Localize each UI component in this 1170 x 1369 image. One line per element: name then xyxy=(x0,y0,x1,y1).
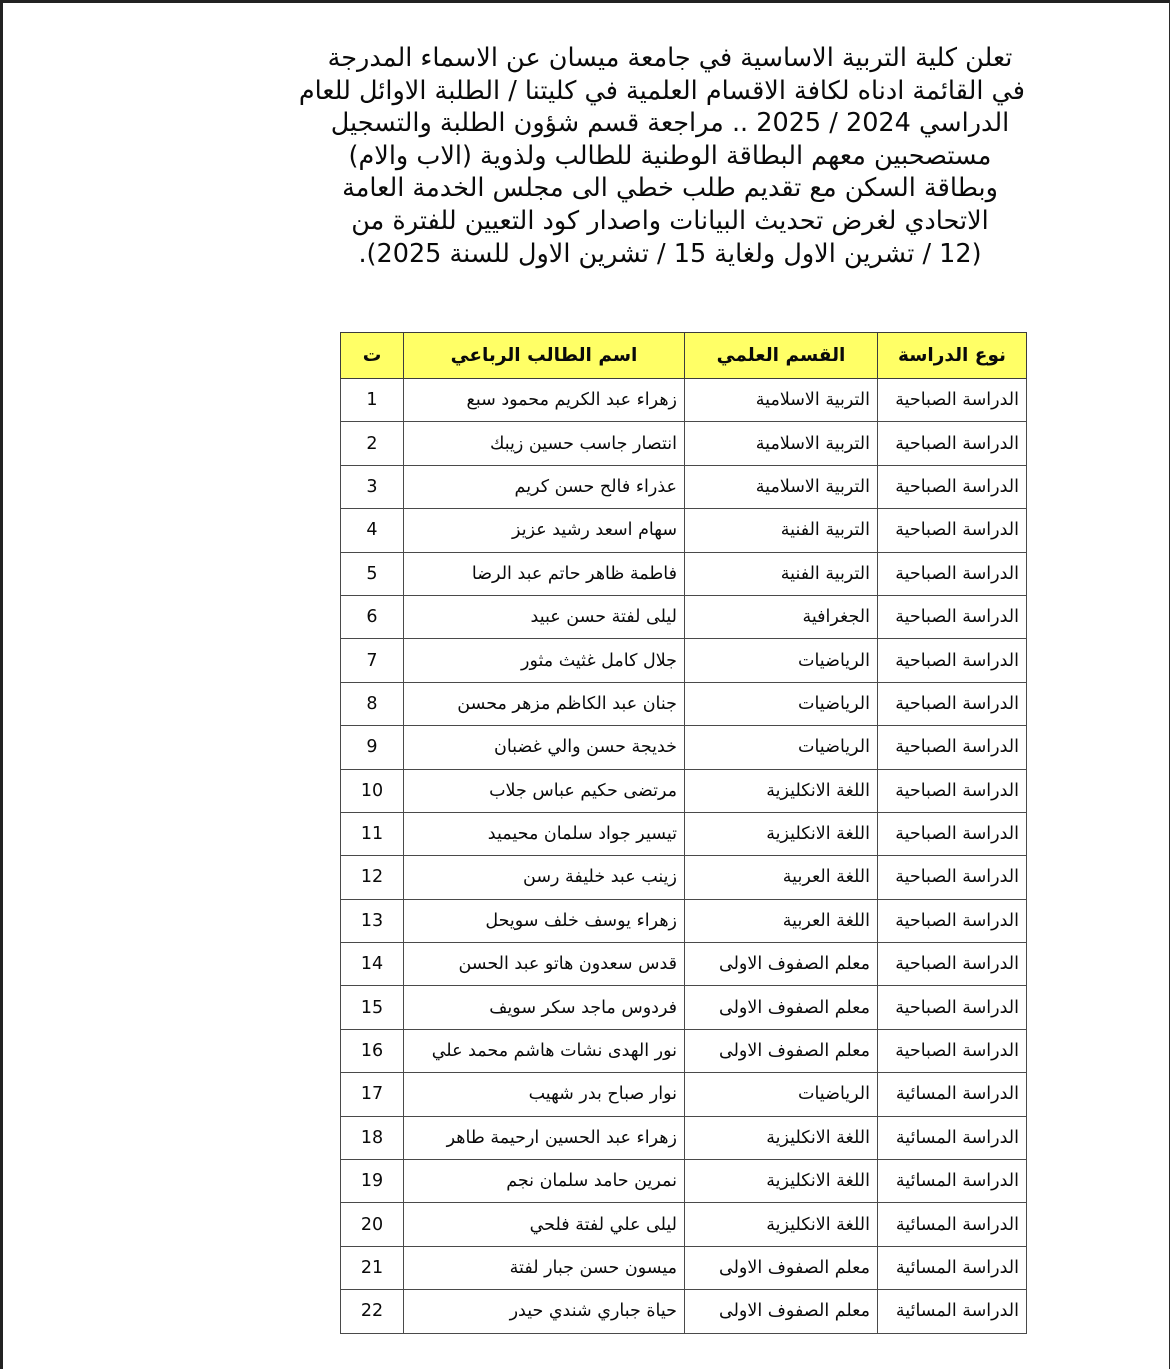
announcement-line: (12 / تشرين الاول ولغاية 15 / تشرين الاول للسنة 2025). xyxy=(358,238,982,269)
cell-department: التربية الاسلامية xyxy=(685,379,878,422)
table-body xyxy=(341,379,1027,1334)
announcement-line: مستصحبين معهم البطاقة الوطنية للطالب ولذوية (الاب والام) xyxy=(348,140,992,171)
cell-department: اللغة العربية xyxy=(685,899,878,942)
cell-student-name: زهراء عبد الحسين ارحيمة طاهر xyxy=(404,1116,685,1159)
table-row xyxy=(341,726,1027,769)
table-header-row xyxy=(341,333,1027,379)
cell-seq: 20 xyxy=(341,1203,404,1246)
cell-seq: 15 xyxy=(341,986,404,1029)
table-row xyxy=(341,1073,1027,1116)
cell-department: التربية الاسلامية xyxy=(685,465,878,508)
cell-seq: 13 xyxy=(341,899,404,942)
cell-seq: 19 xyxy=(341,1160,404,1203)
cell-student-name: مرتضى حكيم عباس جلاب xyxy=(404,769,685,812)
cell-study-type: الدراسة الصباحية xyxy=(878,595,1027,638)
cell-department: معلم الصفوف الاولى xyxy=(685,986,878,1029)
cell-student-name: زهراء عبد الكريم محمود سبع xyxy=(404,379,685,422)
table-row xyxy=(341,1246,1027,1289)
announcement-line: في القائمة ادناه لكافة الاقسام العلمية في كليتنا / الطلبة الاوائل للعام xyxy=(298,75,1025,106)
cell-seq: 12 xyxy=(341,856,404,899)
cell-department: الرياضيات xyxy=(685,1073,878,1116)
cell-seq: 10 xyxy=(341,769,404,812)
cell-seq: 21 xyxy=(341,1246,404,1289)
cell-seq: 4 xyxy=(341,509,404,552)
cell-student-name: ليلى علي لفتة فلحي xyxy=(404,1203,685,1246)
cell-department: معلم الصفوف الاولى xyxy=(685,1029,878,1072)
column-header-student-name: اسم الطالب الرباعي xyxy=(404,333,685,379)
cell-study-type: الدراسة المسائية xyxy=(878,1290,1027,1333)
table-row xyxy=(341,465,1027,508)
cell-study-type: الدراسة الصباحية xyxy=(878,509,1027,552)
cell-student-name: انتصار جاسب حسين زيبك xyxy=(404,422,685,465)
column-header-seq: ت xyxy=(341,333,404,379)
cell-student-name: سهام اسعد رشيد عزيز xyxy=(404,509,685,552)
cell-seq: 3 xyxy=(341,465,404,508)
cell-study-type: الدراسة الصباحية xyxy=(878,769,1027,812)
column-header-study-type: نوع الدراسة xyxy=(878,333,1027,379)
cell-department: اللغة الانكليزية xyxy=(685,769,878,812)
cell-seq: 18 xyxy=(341,1116,404,1159)
cell-student-name: زينب عبد خليفة رسن xyxy=(404,856,685,899)
students-table-container xyxy=(341,332,1027,1334)
cell-study-type: الدراسة الصباحية xyxy=(878,682,1027,725)
cell-seq: 9 xyxy=(341,726,404,769)
cell-study-type: الدراسة الصباحية xyxy=(878,986,1027,1029)
cell-student-name: خديجة حسن والي غضبان xyxy=(404,726,685,769)
announcement-line: الاتحادي لغرض تحديث البيانات واصدار كود التعيين للفترة من xyxy=(351,205,989,236)
cell-study-type: الدراسة المسائية xyxy=(878,1116,1027,1159)
cell-department: الرياضيات xyxy=(685,726,878,769)
cell-study-type: الدراسة الصباحية xyxy=(878,856,1027,899)
cell-study-type: الدراسة المسائية xyxy=(878,1160,1027,1203)
cell-study-type: الدراسة الصباحية xyxy=(878,1029,1027,1072)
table-row xyxy=(341,1029,1027,1072)
cell-department: اللغة الانكليزية xyxy=(685,1203,878,1246)
table-row xyxy=(341,509,1027,552)
cell-department: معلم الصفوف الاولى xyxy=(685,943,878,986)
cell-seq: 6 xyxy=(341,595,404,638)
announcement-line: تعلن كلية التربية الاساسية في جامعة ميسان عن الاسماء المدرجة xyxy=(327,43,1013,73)
cell-department: الجغرافية xyxy=(685,595,878,638)
table-row xyxy=(341,769,1027,812)
cell-seq: 2 xyxy=(341,422,404,465)
cell-student-name: حياة جباري شندي حيدر xyxy=(404,1290,685,1333)
cell-seq: 7 xyxy=(341,639,404,682)
table-row xyxy=(341,639,1027,682)
announcement-line: وبطاقة السكن مع تقديم طلب خطي الى مجلس الخدمة العامة xyxy=(342,173,998,204)
cell-study-type: الدراسة المسائية xyxy=(878,1246,1027,1289)
cell-student-name: نوار صباح بدر شهيب xyxy=(404,1073,685,1116)
table-row xyxy=(341,682,1027,725)
cell-study-type: الدراسة الصباحية xyxy=(878,899,1027,942)
cell-study-type: الدراسة الصباحية xyxy=(878,465,1027,508)
table-row xyxy=(341,1160,1027,1203)
column-header-department: القسم العلمي xyxy=(685,333,878,379)
cell-study-type: الدراسة الصباحية xyxy=(878,812,1027,855)
cell-student-name: نمرين حامد سلمان نجم xyxy=(404,1160,685,1203)
cell-seq: 16 xyxy=(341,1029,404,1072)
table-row xyxy=(341,595,1027,638)
cell-study-type: الدراسة المسائية xyxy=(878,1203,1027,1246)
cell-student-name: تيسير جواد سلمان محيميد xyxy=(404,812,685,855)
table-header xyxy=(341,333,1027,379)
table-row xyxy=(341,899,1027,942)
table-row xyxy=(341,552,1027,595)
cell-department: التربية الفنية xyxy=(685,509,878,552)
cell-seq: 11 xyxy=(341,812,404,855)
cell-student-name: ميسون حسن جبار لفتة xyxy=(404,1246,685,1289)
cell-study-type: الدراسة الصباحية xyxy=(878,379,1027,422)
cell-department: معلم الصفوف الاولى xyxy=(685,1246,878,1289)
table-row xyxy=(341,1116,1027,1159)
announcement-line: الدراسي 2024 / 2025 .. مراجعة قسم شؤون الطلبة والتسجيل xyxy=(330,108,1010,139)
cell-student-name: فاطمة ظاهر حاتم عبد الرضا xyxy=(404,552,685,595)
cell-department: الرياضيات xyxy=(685,682,878,725)
table-row xyxy=(341,1203,1027,1246)
table-row xyxy=(341,379,1027,422)
announcement-paragraph xyxy=(298,42,1025,270)
cell-department: اللغة الانكليزية xyxy=(685,1160,878,1203)
cell-department: اللغة الانكليزية xyxy=(685,1116,878,1159)
cell-study-type: الدراسة الصباحية xyxy=(878,422,1027,465)
cell-department: معلم الصفوف الاولى xyxy=(685,1290,878,1333)
cell-department: اللغة العربية xyxy=(685,856,878,899)
cell-department: الرياضيات xyxy=(685,639,878,682)
students-table xyxy=(340,332,1027,1334)
cell-study-type: الدراسة المسائية xyxy=(878,1073,1027,1116)
table-row xyxy=(341,986,1027,1029)
cell-department: التربية الاسلامية xyxy=(685,422,878,465)
cell-student-name: جلال كامل غثيث مثور xyxy=(404,639,685,682)
cell-seq: 5 xyxy=(341,552,404,595)
table-row xyxy=(341,943,1027,986)
table-row xyxy=(341,856,1027,899)
cell-student-name: زهراء يوسف خلف سويحل xyxy=(404,899,685,942)
cell-study-type: الدراسة الصباحية xyxy=(878,639,1027,682)
cell-seq: 17 xyxy=(341,1073,404,1116)
cell-seq: 1 xyxy=(341,379,404,422)
cell-department: اللغة الانكليزية xyxy=(685,812,878,855)
cell-seq: 8 xyxy=(341,682,404,725)
cell-student-name: عذراء فالح حسن كريم xyxy=(404,465,685,508)
cell-department: التربية الفنية xyxy=(685,552,878,595)
cell-student-name: فردوس ماجد سكر سويف xyxy=(404,986,685,1029)
cell-student-name: جنان عبد الكاظم مزهر محسن xyxy=(404,682,685,725)
cell-study-type: الدراسة الصباحية xyxy=(878,943,1027,986)
table-row xyxy=(341,422,1027,465)
cell-study-type: الدراسة الصباحية xyxy=(878,552,1027,595)
cell-student-name: قدس سعدون هاتو عبد الحسن xyxy=(404,943,685,986)
table-row xyxy=(341,812,1027,855)
cell-seq: 14 xyxy=(341,943,404,986)
table-row xyxy=(341,1290,1027,1333)
cell-student-name: نور الهدى نشات هاشم محمد علي xyxy=(404,1029,685,1072)
cell-seq: 22 xyxy=(341,1290,404,1333)
cell-study-type: الدراسة الصباحية xyxy=(878,726,1027,769)
cell-student-name: ليلى لفتة حسن عبيد xyxy=(404,595,685,638)
